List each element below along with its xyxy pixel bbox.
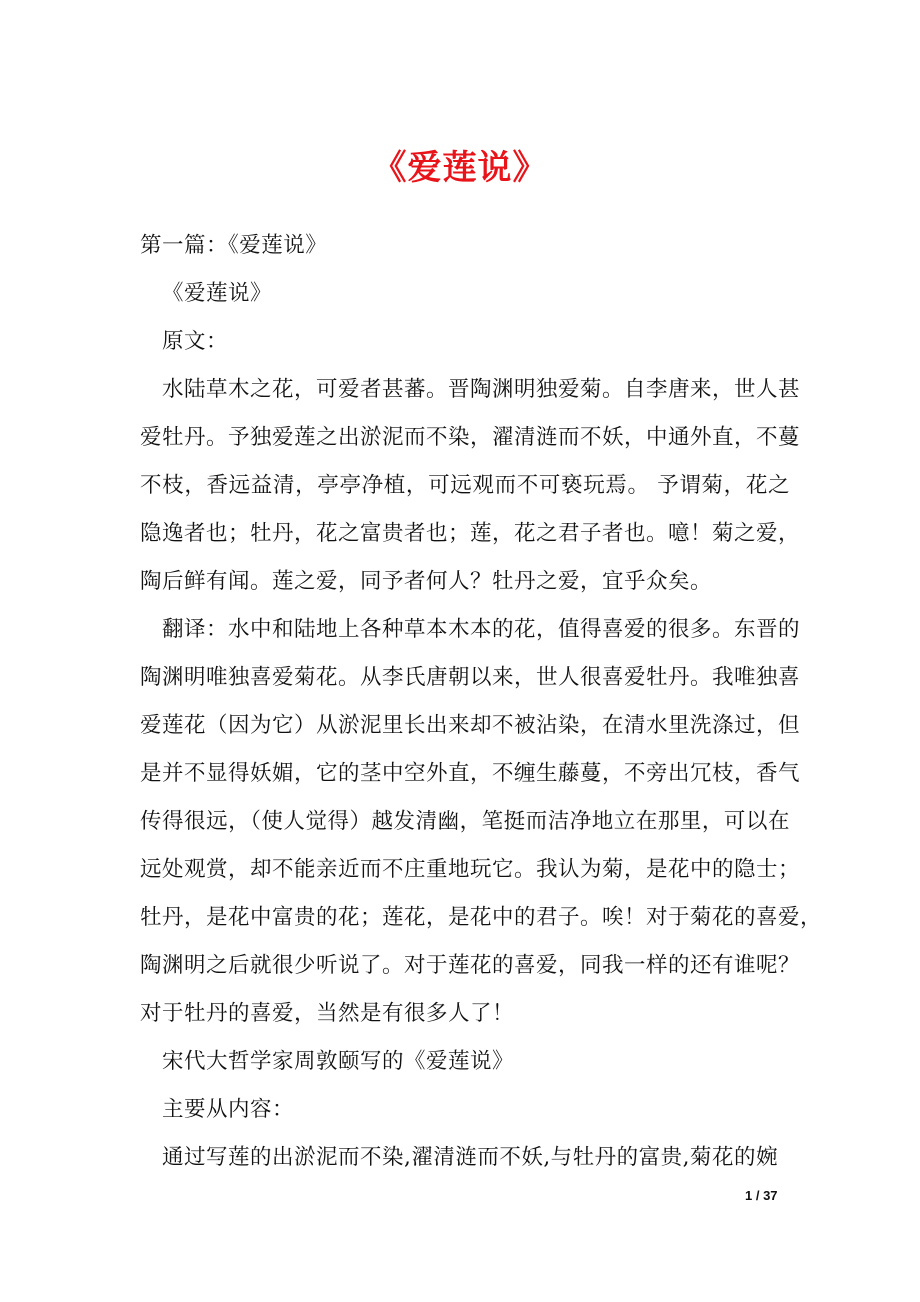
text-line: 通过写莲的出淤泥而不染,濯清涟而不妖,与牡丹的富贵,菊花的婉 <box>162 1145 779 1170</box>
document-title: 《爱莲说》 <box>372 148 548 188</box>
text-line: 爱牡丹。予独爱莲之出淤泥而不染，濯清涟而不妖，中通外直，不蔓 <box>140 425 801 450</box>
original-text-label: 原文： <box>162 329 229 354</box>
text-line: 对于牡丹的喜爱，当然是有很多人了！ <box>140 1001 515 1026</box>
text-line: 主要从内容： <box>162 1097 295 1122</box>
text-line: 是并不显得妖媚，它的茎中空外直，不缠生藤蔓，不旁出冗枝，香气 <box>140 761 801 786</box>
text-line: 不枝，香远益清，亭亭净植，可远观而不可亵玩焉。 予谓菊，花之 <box>140 473 790 498</box>
section-heading: 第一篇：《爱莲说》 <box>140 233 328 258</box>
text-line: 隐逸者也；牡丹，花之富贵者也；莲，花之君子者也。噫！菊之爱， <box>140 521 801 546</box>
text-line: 牡丹，是花中富贵的花；莲花，是花中的君子。唉！对于菊花的喜爱， <box>140 905 823 930</box>
text-line: 水陆草木之花，可爱者甚蕃。晋陶渊明独爱菊。自李唐来，世人甚 <box>162 377 801 402</box>
text-line: 远处观赏，却不能亲近而不庄重地玩它。我认为菊，是花中的隐士； <box>140 857 801 882</box>
text-line: 陶后鲜有闻。莲之爱，同予者何人？牡丹之爱，宜乎众矣。 <box>140 569 713 594</box>
text-line: 陶渊明唯独喜爱菊花。从李氏唐朝以来，世人很喜爱牡丹。我唯独喜 <box>140 665 801 690</box>
document-body <box>140 228 823 1188</box>
text-line: 爱莲花（因为它）从淤泥里长出来却不被沾染，在清水里洗涤过，但 <box>140 713 801 738</box>
text-line: 陶渊明之后就很少听说了。对于莲花的喜爱，同我一样的还有谁呢？ <box>140 953 801 978</box>
text-line: 翻译：水中和陆地上各种草本木本的花，值得喜爱的很多。东晋的 <box>162 617 801 642</box>
text-line: 传得很远，（使人觉得）越发清幽，笔挺而洁净地立在那里，可以在 <box>140 809 790 834</box>
page-number: 1 / 37 <box>745 1188 778 1203</box>
text-line: 宋代大哲学家周敦颐写的《爱莲说》 <box>162 1049 515 1074</box>
subtitle: 《爱莲说》 <box>162 281 273 306</box>
